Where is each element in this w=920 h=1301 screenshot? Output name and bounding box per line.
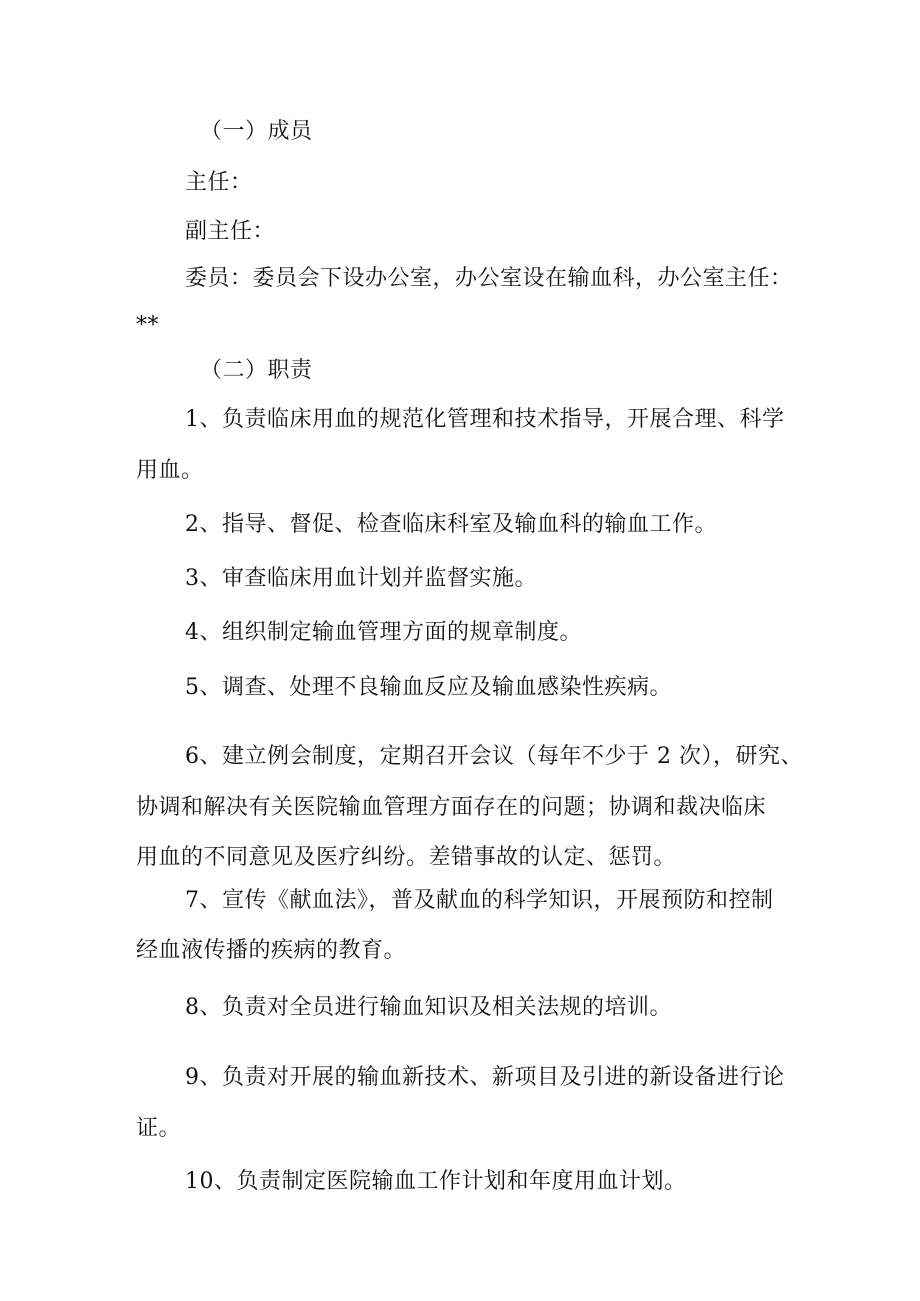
- duty-4: 4、组织制定输血管理方面的规章制度。: [185, 620, 582, 645]
- duty-9-line-1: 9、负责对开展的输血新技术、新项目及引进的新设备进行论: [185, 1065, 785, 1090]
- duty-2: 2、指导、督促、检查临床科室及输血科的输血工作。: [185, 512, 717, 537]
- members-heading: （一）成员: [200, 119, 313, 144]
- duty-6-line-1: 6、建立例会制度，定期召开会议（每年不少于 2 次），研究、: [185, 744, 803, 769]
- duty-1-line-1: 1、负责临床用血的规范化管理和技术指导，开展合理、科学: [185, 407, 785, 432]
- duty-6-line-3: 用血的不同意见及医疗纠纷。差错事故的认定、惩罚。: [136, 845, 677, 870]
- deputy-director-line: 副主任：: [185, 219, 276, 244]
- duties-heading: （二）职责: [200, 358, 313, 383]
- duty-6-line-2: 协调和解决有关医院输血管理方面存在的问题；协调和裁决临床: [136, 795, 767, 820]
- duty-3: 3、审查临床用血计划并监督实施。: [185, 566, 537, 591]
- duty-7-line-1: 7、宣传《献血法》，普及献血的科学知识，开展预防和控制: [185, 888, 774, 913]
- duty-9-line-2: 证。: [136, 1116, 182, 1141]
- duty-1-line-2: 用血。: [136, 458, 204, 483]
- duty-8: 8、负责对全员进行输血知识及相关法规的培训。: [185, 995, 672, 1020]
- director-line: 主任：: [185, 170, 253, 195]
- duty-5: 5、调查、处理不良输血反应及输血感染性疾病。: [185, 675, 672, 700]
- members-line-1: 委员：委员会下设办公室，办公室设在输血科，办公室主任：: [185, 266, 793, 291]
- duty-7-line-2: 经血液传播的疾病的教育。: [136, 938, 407, 963]
- members-line-2: **: [136, 313, 159, 338]
- duty-10: 10、负责制定医院输血工作计划和年度用血计划。: [185, 1169, 687, 1194]
